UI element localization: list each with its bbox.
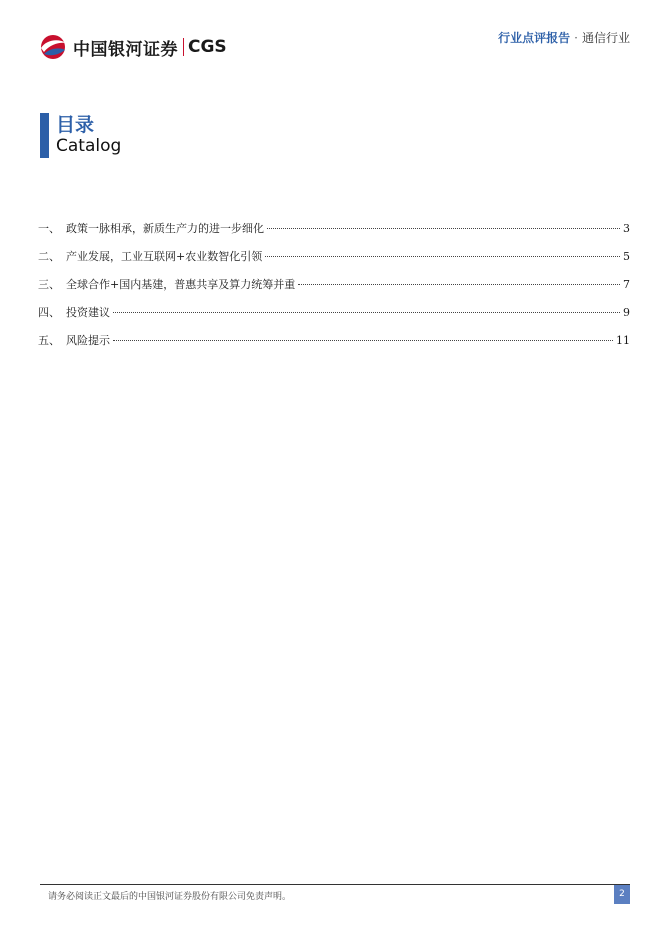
toc-entry-label[interactable]: 风险提示 bbox=[66, 334, 110, 347]
toc-leader-dots bbox=[267, 228, 620, 229]
footer-disclaimer: 请务必阅读正文最后的中国银河证券股份有限公司免责声明。 bbox=[48, 892, 292, 902]
toc-entry[interactable] bbox=[38, 304, 630, 332]
toc-list bbox=[38, 220, 630, 360]
company-name-en: CGS bbox=[188, 37, 227, 57]
galaxy-logo-icon bbox=[38, 34, 68, 60]
toc-entry-page[interactable]: 7 bbox=[623, 278, 630, 291]
report-category bbox=[498, 29, 630, 46]
header-separator: · bbox=[574, 31, 578, 45]
footer-divider bbox=[40, 884, 630, 885]
toc-entry-label[interactable]: 产业发展，工业互联网+农业数智化引领 bbox=[66, 250, 263, 263]
page-header bbox=[0, 0, 662, 80]
logo-divider bbox=[183, 38, 184, 56]
toc-entry[interactable] bbox=[38, 220, 630, 248]
toc-entry-label[interactable]: 投资建议 bbox=[66, 306, 110, 319]
toc-title-cn: 目录 bbox=[56, 114, 95, 136]
toc-entry-page[interactable]: 9 bbox=[623, 306, 630, 319]
report-type: 行业点评报告 bbox=[498, 31, 571, 45]
page-number-badge: 2 bbox=[614, 885, 630, 904]
company-name-cn: 中国银河证券 bbox=[73, 39, 178, 60]
industry-label: 通信行业 bbox=[581, 31, 630, 45]
toc-entry-label[interactable]: 全球合作+国内基建，普惠共享及算力统筹并重 bbox=[66, 278, 296, 291]
toc-entry-page[interactable]: 5 bbox=[623, 250, 630, 263]
toc-leader-dots bbox=[298, 284, 620, 285]
toc-entry-number: 四、 bbox=[38, 306, 60, 319]
toc-leader-dots bbox=[113, 312, 620, 313]
company-logo bbox=[38, 34, 227, 60]
toc-entry-number: 二、 bbox=[38, 250, 60, 263]
toc-entry-page[interactable]: 3 bbox=[623, 222, 630, 235]
toc-entry-number: 一、 bbox=[38, 222, 60, 235]
toc-entry-number: 五、 bbox=[38, 334, 60, 347]
toc-entry-label[interactable]: 政策一脉相承，新质生产力的进一步细化 bbox=[66, 222, 264, 235]
toc-leader-dots bbox=[265, 256, 620, 257]
toc-entry-page[interactable]: 11 bbox=[616, 334, 630, 347]
toc-entry[interactable] bbox=[38, 276, 630, 304]
toc-entry[interactable] bbox=[38, 248, 630, 276]
toc-entry[interactable] bbox=[38, 332, 630, 360]
toc-entry-number: 三、 bbox=[38, 278, 60, 291]
toc-accent-bar bbox=[40, 113, 49, 158]
toc-title-en: Catalog bbox=[56, 136, 122, 156]
toc-leader-dots bbox=[113, 340, 613, 341]
